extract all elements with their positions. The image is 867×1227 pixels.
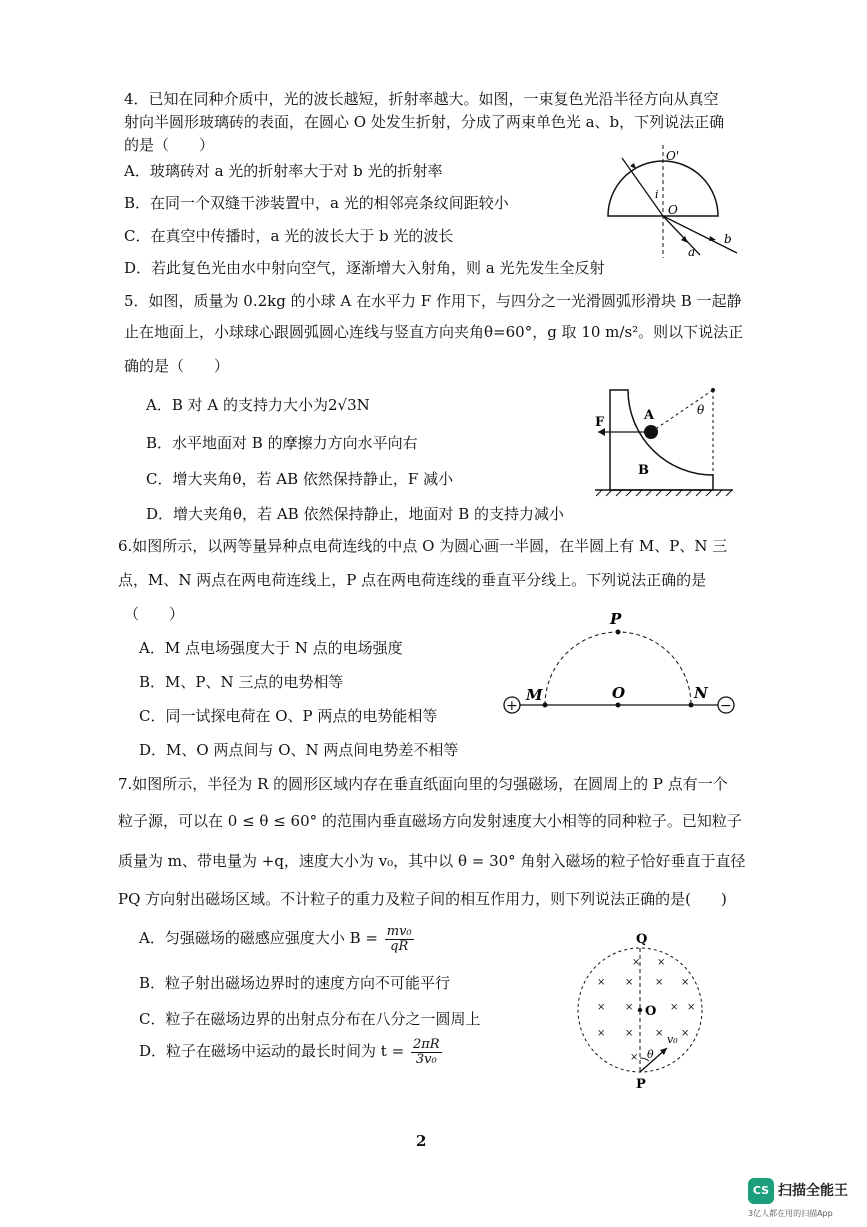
svg-text:×: × <box>597 977 606 988</box>
svg-text:×: × <box>657 957 666 968</box>
svg-text:×: × <box>625 1028 634 1039</box>
svg-text:×: × <box>655 977 664 988</box>
label-angle-i: i <box>655 188 659 201</box>
label-p: P <box>636 1077 646 1092</box>
q7-stem-line2: 粒子源，可以在 0 ≤ θ ≤ 60° 的范围内垂直磁场方向发射速度大小相等的同种粒子。已知粒子 <box>118 812 742 830</box>
fraction-denominator: 3v₀ <box>415 1051 437 1067</box>
q5-option-a-text: A．B 对 A 的支持力大小为 <box>146 396 328 414</box>
q5-option-a-value: 2√3N <box>328 396 370 414</box>
watermark-name: 扫描全能王 <box>778 1183 848 1199</box>
q7-stem-line1: 7.如图所示，半径为 R 的圆形区域内存在垂直纸面向里的匀强磁场，在圆周上的 P 点有一个 <box>118 775 728 793</box>
ray-a-arrow-icon <box>681 236 688 243</box>
svg-text:×: × <box>681 1028 690 1039</box>
svg-text:×: × <box>597 1028 606 1039</box>
label-b: b <box>724 232 732 246</box>
q7-option-d <box>139 1038 444 1066</box>
q5-option-d: D．增大夹角θ，若 AB 依然保持静止，地面对 B 的支持力减小 <box>146 505 565 523</box>
fraction-denominator: qR <box>390 938 409 954</box>
ground-hatching <box>596 490 732 496</box>
q5-stem-line3: 确的是（ ） <box>124 357 230 375</box>
label-v0: v₀ <box>667 1033 678 1046</box>
q7-stem-line4: PQ 方向射出磁场区域。不计粒子的重力及粒子间的相互作用力，则下列说法正确的是( ) <box>118 890 727 908</box>
q6-option-a: A．M 点电场强度大于 N 点的电场强度 <box>139 639 403 657</box>
q5-stem-line1: 5．如图，质量为 0.2kg 的小球 A 在水平力 F 作用下，与四分之一光滑圆弧形滑块 B 一起静 <box>124 292 742 310</box>
label-a: A <box>644 408 655 423</box>
point-m-dot <box>543 703 548 708</box>
q6-option-b: B．M、P、N 三点的电势相等 <box>139 673 344 691</box>
q5-option-c: C．增大夹角θ，若 AB 依然保持静止，F 减小 <box>146 470 454 488</box>
label-n: N <box>694 684 708 702</box>
ray-b-arrow-icon <box>709 236 716 241</box>
q4-stem-line1: 4．已知在同种介质中，光的波长越短，折射率越大。如图，一束复色光沿半径方向从真空 <box>124 90 719 108</box>
label-m: M <box>526 686 543 704</box>
svg-text:×: × <box>687 1002 696 1013</box>
svg-text:×: × <box>597 1002 606 1013</box>
arc-center-dot <box>711 388 715 392</box>
label-o: O <box>612 684 626 702</box>
q5-option-b: B．水平地面对 B 的摩擦力方向水平向右 <box>146 434 418 452</box>
svg-text:×: × <box>655 1028 664 1039</box>
page-number: 2 <box>416 1132 427 1150</box>
label-o: O <box>645 1004 657 1019</box>
q6-option-d: D．M、O 两点间与 O、N 两点间电势差不相等 <box>139 741 459 759</box>
q7-option-d-fraction <box>411 1038 442 1066</box>
q4-semicircle-figure <box>600 140 750 265</box>
plus-sign: + <box>506 698 518 714</box>
camscanner-logo-icon: CS <box>748 1178 774 1204</box>
q7-option-a-fraction <box>385 925 414 953</box>
point-p-dot <box>616 630 621 635</box>
q7-option-a <box>139 925 416 953</box>
q6-stem-line3: （ ） <box>124 605 185 623</box>
center-o-dot <box>638 1008 642 1012</box>
q5-block-figure <box>590 382 740 497</box>
scanner-watermark <box>748 1178 858 1218</box>
svg-text:×: × <box>625 1002 634 1013</box>
q4-option-a: A．玻璃砖对 a 光的折射率大于对 b 光的折射率 <box>124 162 443 180</box>
q7-stem-line3: 质量为 m、带电量为 +q，速度大小为 v₀，其中以 θ = 30° 角射入磁场的粒子恰好垂直于直径 <box>118 852 746 870</box>
q6-charge-figure <box>500 610 740 720</box>
svg-text:×: × <box>630 1052 639 1063</box>
q4-option-c: C．在真空中传播时，a 光的波长大于 b 光的波长 <box>124 227 454 245</box>
q4-stem-line2: 射向半圆形玻璃砖的表面，在圆心 O 处发生折射，分成了两束单色光 a、b，下列说法正确 <box>124 113 725 131</box>
label-q: Q <box>636 932 648 947</box>
minus-sign: − <box>720 698 732 714</box>
incident-arrow-icon <box>630 163 636 169</box>
q6-option-c: C．同一试探电荷在 O、P 两点的电势能相等 <box>139 707 438 725</box>
label-o-prime: O' <box>666 149 680 163</box>
q7-option-d-text: D．粒子在磁场中运动的最长时间为 t = <box>139 1042 405 1061</box>
q4-option-d: D．若此复色光由水中射向空气，逐渐增大入射角，则 a 光先发生全反射 <box>124 259 605 277</box>
point-n-dot <box>689 703 694 708</box>
fraction-numerator: 2πR <box>412 1037 440 1052</box>
svg-text:×: × <box>670 1002 679 1013</box>
q6-stem-line1: 6.如图所示，以两等量异种点电荷连线的中点 O 为圆心画一半圆，在半圆上有 M、P、N 三 <box>118 537 728 555</box>
svg-text:×: × <box>681 977 690 988</box>
q5-option-a <box>146 396 370 414</box>
q4-stem-line3: 的是（ ） <box>124 136 215 154</box>
q6-stem-line2: 点，M、N 两点在两电荷连线上，P 点在两电荷连线的垂直平分线上。下列说法正确的是 <box>118 571 707 589</box>
fraction-numerator: mv₀ <box>386 924 412 939</box>
watermark-tagline: 3亿人都在用的扫描App <box>748 1209 833 1218</box>
ball-a <box>644 425 658 439</box>
label-o: O <box>668 203 678 217</box>
q7-option-a-text: A．匀强磁场的磁感应强度大小 B = <box>139 929 378 948</box>
point-o-dot <box>616 703 621 708</box>
label-theta: θ <box>697 403 705 417</box>
label-theta: θ <box>647 1048 654 1061</box>
q5-stem-line2: 止在地面上，小球球心跟圆弧圆心连线与竖直方向夹角θ=60°，g 取 10 m/s²。则以下说法正 <box>124 323 744 341</box>
label-b: B <box>638 463 649 478</box>
q7-option-c: C．粒子在磁场边界的出射点分布在八分之一圆周上 <box>139 1010 481 1028</box>
label-p: P <box>610 610 622 628</box>
svg-text:×: × <box>625 977 634 988</box>
q7-magnetic-field-figure <box>575 930 725 1095</box>
label-a: a <box>688 245 696 259</box>
q7-option-b: B．粒子射出磁场边界时的速度方向不可能平行 <box>139 974 451 992</box>
incident-ray <box>622 158 663 216</box>
svg-text:×: × <box>632 957 641 968</box>
q4-option-b: B．在同一个双缝干涉装置中，a 光的相邻亮条纹间距较小 <box>124 194 509 212</box>
label-f: F <box>595 415 605 430</box>
